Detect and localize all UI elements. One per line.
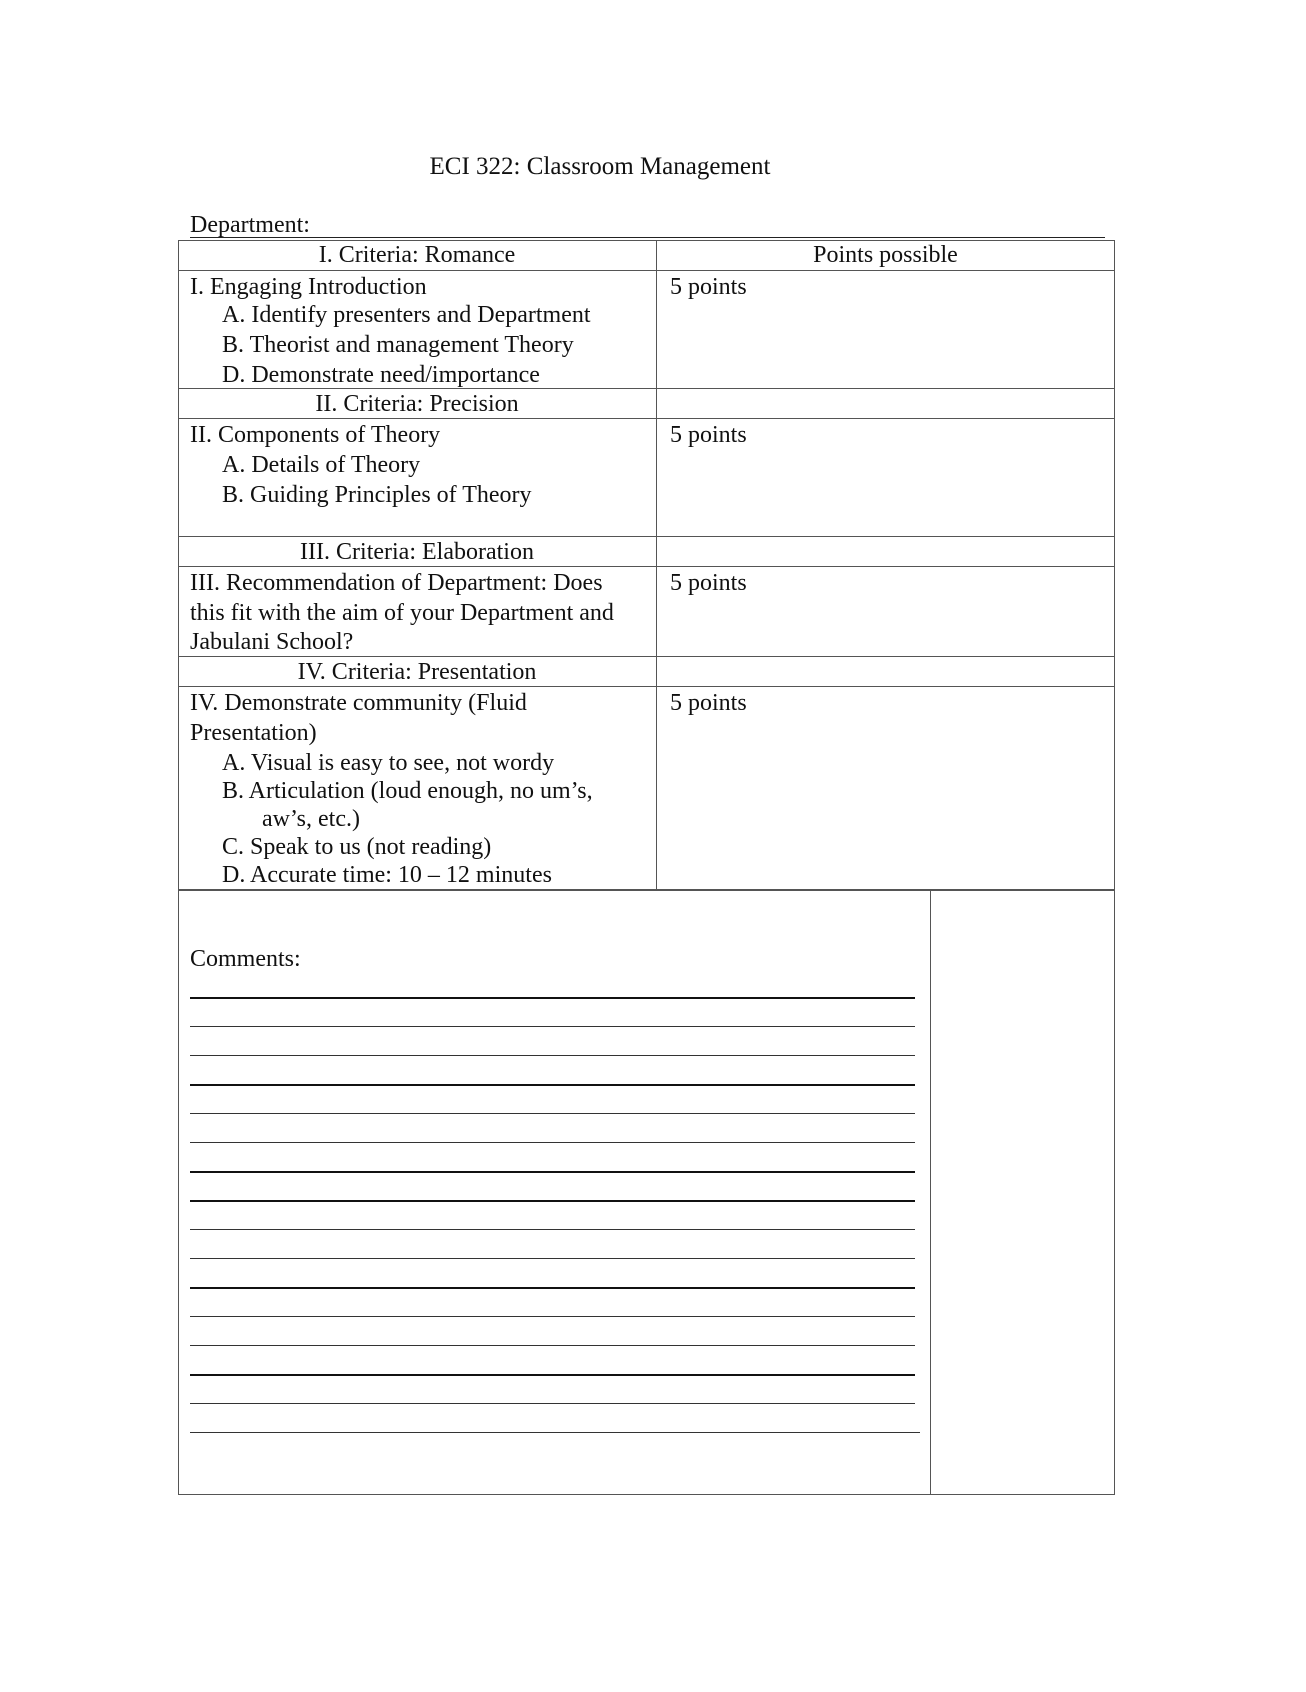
criterion-item-continued: Presentation) xyxy=(190,720,317,746)
criterion-subitem: A. Visual is easy to see, not wordy xyxy=(222,750,555,776)
criterion-subitem: D. Demonstrate need/importance xyxy=(222,362,540,388)
criterion-subitem: C. Speak to us (not reading) xyxy=(222,834,492,860)
comment-line[interactable] xyxy=(190,1432,920,1433)
criterion-item-continued: Jabulani School? xyxy=(190,629,354,655)
row-divider xyxy=(178,536,1115,537)
criteria-header: I. Criteria: Romance xyxy=(318,242,516,268)
points-header: Points possible xyxy=(813,242,958,268)
criterion-item: I. Engaging Introduction xyxy=(190,274,427,300)
points-value: 5 points xyxy=(670,690,747,716)
criteria-heading: III. Criteria: Elaboration xyxy=(300,539,534,565)
criterion-subitem: D. Accurate time: 10 – 12 minutes xyxy=(222,862,552,888)
criterion-subitem: B. Guiding Principles of Theory xyxy=(222,482,532,508)
criterion-subitem: B. Theorist and management Theory xyxy=(222,332,574,358)
criterion-subitem: B. Articulation (loud enough, no um’s, xyxy=(222,778,593,804)
department-label: Department: xyxy=(190,212,310,238)
criterion-item: III. Recommendation of Department: Does xyxy=(190,570,603,596)
comment-line[interactable] xyxy=(190,1084,915,1086)
comment-line[interactable] xyxy=(190,1171,915,1173)
row-divider xyxy=(178,686,1115,687)
criterion-subitem: A. Details of Theory xyxy=(222,452,421,478)
comment-line[interactable] xyxy=(190,1229,915,1230)
row-divider xyxy=(178,566,1115,567)
comment-line[interactable] xyxy=(190,997,915,999)
criterion-item-continued: this fit with the aim of your Department and xyxy=(190,600,614,626)
row-divider xyxy=(178,656,1115,657)
criterion-subitem-continued: aw’s, etc.) xyxy=(262,806,360,832)
comment-line[interactable] xyxy=(190,1374,915,1376)
comment-line[interactable] xyxy=(190,1345,915,1346)
comment-line[interactable] xyxy=(190,1403,915,1404)
column-divider xyxy=(656,240,657,890)
comment-line[interactable] xyxy=(190,1287,915,1289)
comment-line[interactable] xyxy=(190,1258,915,1259)
comment-line[interactable] xyxy=(190,1055,915,1056)
points-value: 5 points xyxy=(670,422,747,448)
criterion-item: II. Components of Theory xyxy=(190,422,441,448)
criteria-heading: IV. Criteria: Presentation xyxy=(297,659,537,685)
comment-line[interactable] xyxy=(190,1316,915,1317)
points-value: 5 points xyxy=(670,274,747,300)
comment-line[interactable] xyxy=(190,1026,915,1027)
comment-line[interactable] xyxy=(190,1113,915,1114)
row-divider xyxy=(178,418,1115,419)
page-title: ECI 322: Classroom Management xyxy=(429,153,771,180)
comment-line[interactable] xyxy=(190,1142,915,1143)
row-divider xyxy=(178,270,1115,271)
criterion-item: IV. Demonstrate community (Fluid xyxy=(190,690,527,716)
department-field[interactable] xyxy=(190,237,1105,238)
comments-divider xyxy=(930,890,931,1495)
comments-label: Comments: xyxy=(190,946,301,972)
comment-line[interactable] xyxy=(190,1200,915,1202)
comments-box xyxy=(178,890,1115,1495)
points-value: 5 points xyxy=(670,570,747,596)
criterion-subitem: A. Identify presenters and Department xyxy=(222,302,591,328)
criteria-heading: II. Criteria: Precision xyxy=(315,391,519,417)
